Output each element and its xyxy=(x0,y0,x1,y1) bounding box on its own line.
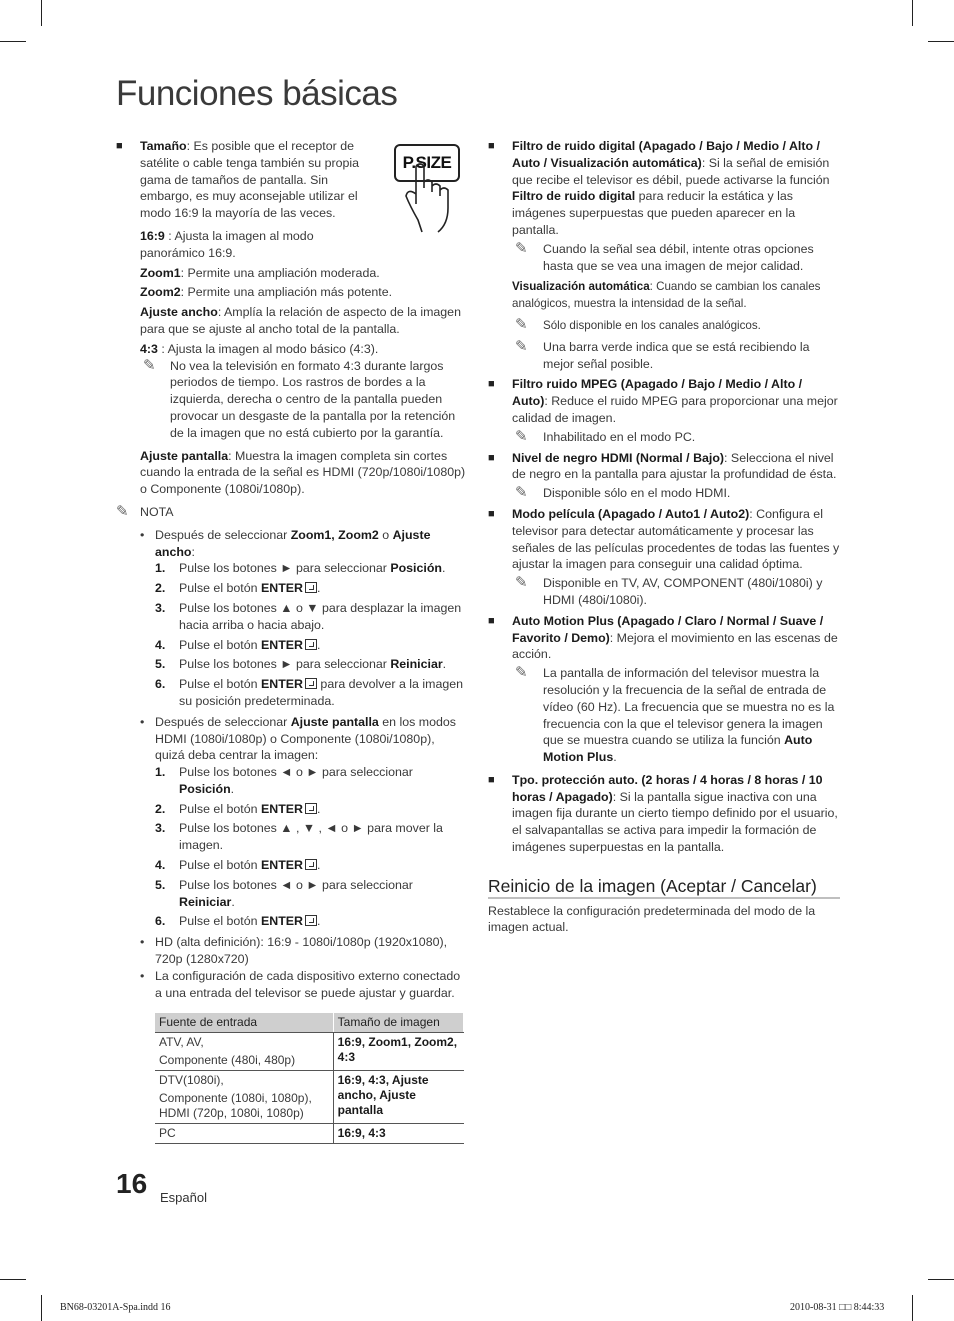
step-number: 3. xyxy=(155,821,166,836)
bullet-text: o xyxy=(378,527,393,542)
step-item xyxy=(116,637,466,654)
step-text: . xyxy=(316,637,321,652)
tamano-heading: Tamaño xyxy=(140,139,187,153)
item-text: : Reduce el ruido MPEG para proporcionar una mejor calidad de imagen. xyxy=(512,394,838,425)
step-bold: Posición xyxy=(390,561,442,576)
table-cell-size: 16:9, Zoom1, Zoom2, 4:3 xyxy=(333,1033,463,1071)
step-item xyxy=(116,656,466,673)
enter-icon xyxy=(305,678,317,689)
square-bullet-icon: ■ xyxy=(488,451,495,464)
note-text: La pantalla de información del televisor muestra la resolución y la frecuencia de la señal de entrada de vídeo (60 Hz). La frecuencia que se muestra no es la frecuencia con la que el televisor genera la imagen que se muestra cuando se utiliza la función xyxy=(543,666,835,748)
bullet-dot: • xyxy=(140,527,145,542)
steps-zoom xyxy=(116,560,466,709)
step-item xyxy=(116,857,466,874)
step-number: 5. xyxy=(155,657,166,672)
nota-heading xyxy=(116,504,466,521)
note-item xyxy=(488,485,840,502)
modo-pelicula-item xyxy=(488,506,840,573)
step-text: Pulse los botones ◄ o ► para seleccionar xyxy=(179,765,413,780)
tamano-text: : Es posible que el receptor de satélite o cable tenga también su propia gama de tamaños de pantalla. Sin embargo, es muy aconsejable utilizar el modo 16:9 la mayoría de las veces. xyxy=(140,139,360,221)
bullet-text: La configuración de cada dispositivo externo conectado a una entrada del televisor se puede ajustar y guardar. xyxy=(155,968,461,1000)
crop-mark xyxy=(41,1295,42,1321)
square-bullet-icon: ■ xyxy=(488,773,495,786)
pencil-note-icon: ✎ xyxy=(515,574,528,592)
step-number: 2. xyxy=(155,801,166,816)
table-header: Fuente de entrada xyxy=(155,1013,333,1033)
step-number: 1. xyxy=(155,765,166,780)
mode-169 xyxy=(116,228,330,262)
item-heading: Nivel de negro HDMI (Normal / Bajo) xyxy=(512,450,725,465)
table-header-row xyxy=(155,1013,464,1033)
source-line: DTV(1080i), xyxy=(159,1073,224,1088)
item-heading: Auto Motion Plus (Apagado / Claro / Normal / Suave / Favorito / Demo) xyxy=(512,613,824,645)
item-bold: Filtro de ruido digital xyxy=(512,189,636,204)
mode-text: : Ajusta la imagen al modo panorámico 16:9. xyxy=(140,228,314,260)
step-text: . xyxy=(441,561,446,576)
enter-icon xyxy=(305,915,317,926)
crop-mark xyxy=(912,1295,913,1321)
crop-mark xyxy=(928,41,954,42)
section-title: Reinicio de la imagen (Aceptar / Cancelar) xyxy=(488,878,840,899)
bullet-text: Después de seleccionar xyxy=(155,714,291,729)
bullet-dot: • xyxy=(140,968,145,983)
step-item xyxy=(116,676,466,710)
step-number: 4. xyxy=(155,858,166,873)
item-heading: Tpo. protección auto. (2 horas / 4 horas / 8 horas / 10 horas / Apagado) xyxy=(512,772,823,804)
item-text: para reducir la estática y las imágenes superpuestas que pueden aparecer en la pantalla. xyxy=(512,189,796,237)
square-bullet-icon: ■ xyxy=(488,140,495,152)
bullet-config xyxy=(116,968,466,1002)
step-bold: ENTER xyxy=(260,637,303,652)
item-text: : Selecciona el nivel de negro en la pantalla para ajustar la profundidad de ésta. xyxy=(512,450,837,482)
item-text: : Si la pantalla sigue inactiva con una imagen fija durante un cierto tiempo definido por el usuario, el salvapantallas se activa para impedir la formación de imágenes superpuestas en la pantalla. xyxy=(512,789,838,855)
step-text: Pulse el botón xyxy=(179,801,261,816)
step-item xyxy=(116,580,466,597)
crop-mark xyxy=(41,0,42,26)
psize-remote-illustration xyxy=(394,144,458,234)
step-bold: Reiniciar xyxy=(390,657,443,672)
step-item xyxy=(116,877,466,911)
sub-heading: Visualización automática xyxy=(512,280,650,294)
source-line: PC xyxy=(159,1126,176,1141)
note-item xyxy=(488,575,840,609)
note-text: Inhabilitado en el modo PC. xyxy=(543,429,696,444)
table-cell-source xyxy=(155,1124,333,1144)
square-bullet-icon: ■ xyxy=(116,140,123,152)
step-number: 4. xyxy=(155,637,166,652)
item-text: : Mejora el movimiento en las escenas de acción. xyxy=(512,630,838,662)
step-text: . xyxy=(230,781,235,796)
section-text: Restablece la configuración predeterminada del modo de la imagen actual. xyxy=(488,903,816,935)
mode-name: 4:3 xyxy=(140,341,158,356)
step-text: Pulse el botón xyxy=(179,581,261,596)
bullet-text: Después de seleccionar xyxy=(155,527,291,542)
crop-mark xyxy=(0,41,26,42)
mode-name: Ajuste pantalla xyxy=(140,448,229,463)
mode-name: 16:9 xyxy=(140,228,165,243)
square-bullet-icon: ■ xyxy=(488,378,495,391)
mode-name: Zoom2 xyxy=(140,285,181,300)
table-cell-size: 16:9, 4:3 xyxy=(333,1124,463,1144)
filtro-ruido-digital-item xyxy=(488,138,840,239)
table-cell-source xyxy=(155,1071,333,1124)
nivel-negro-item xyxy=(488,450,840,484)
item-heading: Modo película (Apagado / Auto1 / Auto2) xyxy=(512,506,750,521)
note-item xyxy=(488,429,840,446)
note-text: Sólo disponible en los canales analógicos. xyxy=(543,318,761,332)
step-number: 6. xyxy=(155,677,166,692)
step-text: Pulse los botones ◄ o ► para seleccionar xyxy=(179,877,413,892)
table-row xyxy=(155,1071,464,1124)
tamano-item xyxy=(116,138,360,222)
nota-label: NOTA xyxy=(140,504,174,519)
bullet-bold: Ajuste ancho xyxy=(155,527,431,559)
page-language: Español xyxy=(160,1190,207,1205)
step-text: . xyxy=(442,657,447,672)
step-number: 5. xyxy=(155,877,166,892)
left-column xyxy=(116,138,466,1144)
item-text: : Configura el televisor para detectar automáticamente y procesar las señales de las películas procedentes de todas las fuentes y ajustar la imagen para conseguir una calidad óptima. xyxy=(512,506,840,572)
mode-text: : Muestra la imagen completa sin cortes cuando la entrada de la señal es HDMI (720p/1080i/1080p) o Componente (1080i/1080p). xyxy=(140,448,466,497)
item-text: : Si la señal de emisión que recibe el televisor es débil, puede activarse la función xyxy=(512,155,830,187)
table-cell-source xyxy=(155,1033,333,1071)
note-text: Disponible en TV, AV, COMPONENT (480i/1080i) y HDMI (480i/1080i). xyxy=(543,576,823,607)
step-text: Pulse el botón xyxy=(179,677,261,692)
crop-mark xyxy=(928,1279,954,1280)
mode-text: : Ajusta la imagen al modo básico (4:3). xyxy=(157,341,379,356)
note-item xyxy=(488,665,840,766)
step-item xyxy=(116,600,466,634)
mode-ajuste-ancho xyxy=(116,304,466,338)
right-column xyxy=(488,138,840,936)
table-row xyxy=(155,1124,464,1144)
filtro-mpeg-item xyxy=(488,376,840,426)
auto-motion-plus-item xyxy=(488,613,840,663)
step-text: Pulse el botón xyxy=(179,858,261,873)
psize-button-icon: P.SIZE xyxy=(394,144,460,182)
step-bold: ENTER xyxy=(260,581,303,596)
pencil-note-icon: ✎ xyxy=(515,427,528,445)
step-item xyxy=(116,560,466,577)
bullet-zoom xyxy=(116,527,466,561)
bullet-ajuste-pantalla xyxy=(116,714,466,764)
crop-mark xyxy=(0,1279,26,1280)
pencil-note-icon: ✎ xyxy=(116,502,129,520)
footer-date: 2010-08-31 □□ 8:44:33 xyxy=(790,1302,885,1313)
source-line: Componente (1080i, 1080p), HDMI (720p, 1080i, 1080p) xyxy=(159,1091,312,1121)
enter-icon xyxy=(305,803,317,814)
step-text: . xyxy=(316,858,321,873)
pencil-note-icon: ✎ xyxy=(515,239,528,257)
step-number: 2. xyxy=(155,581,166,596)
step-text: Pulse el botón xyxy=(179,637,261,652)
mode-text: : Amplía la relación de aspecto de la imagen para que se ajuste al ancho total de la pantalla. xyxy=(140,305,461,336)
step-text: Pulse los botones ▲ , ▼ , ◄ o ► para mover la imagen. xyxy=(179,821,443,853)
step-item xyxy=(116,801,466,818)
step-text: para devolver a la imagen su posición predeterminada. xyxy=(179,677,464,708)
bullet-bold: Ajuste pantalla xyxy=(290,714,379,729)
note-item xyxy=(488,317,840,335)
step-bold: Posición xyxy=(179,781,231,796)
step-text: . xyxy=(231,894,235,909)
size-table xyxy=(155,1013,464,1144)
bullet-bold: Zoom1, Zoom2 xyxy=(290,527,379,542)
note-text: Una barra verde indica que se está recibiendo la mejor señal posible. xyxy=(543,339,810,371)
step-item xyxy=(116,764,466,798)
mode-text: : Permite una ampliación más potente. xyxy=(180,285,393,300)
bullet-text: HD (alta definición): 16:9 - 1080i/1080p (1920x1080), 720p (1280x720) xyxy=(155,935,448,967)
footer-file: BN68-03201A-Spa.indd 16 xyxy=(60,1302,171,1313)
step-bold: ENTER xyxy=(260,801,303,816)
pencil-note-icon: ✎ xyxy=(515,664,528,682)
source-line: Componente (480i, 480p) xyxy=(159,1053,296,1068)
step-text: Pulse los botones ▲ o ▼ para desplazar la imagen hacia arriba o hacia abajo. xyxy=(179,600,462,632)
enter-icon xyxy=(305,859,317,870)
step-text: . xyxy=(316,801,321,816)
step-text: Pulse el botón xyxy=(179,914,261,929)
note-text: Cuando la señal sea débil, intente otras opciones hasta que se vea una imagen de mejor calidad. xyxy=(543,241,814,273)
sub-text: : Cuando se cambian los canales analógicos, muestra la intensidad de la señal. xyxy=(512,280,821,311)
step-text: . xyxy=(316,581,321,596)
pencil-note-icon: ✎ xyxy=(515,484,528,502)
pencil-note-icon: ✎ xyxy=(143,356,156,374)
note-text: No vea la televisión en formato 4:3 durante largos periodos de tiempo. Los rastros de bordes a la izquierda, derecha o centro de la pantalla pueden provocar un desgaste de la pantalla por la retención de la imagen que no está cubierto por la garantía. xyxy=(170,358,456,440)
item-heading: Filtro ruido MPEG (Apagado / Bajo / Medio / Alto / Auto) xyxy=(512,377,803,409)
bullet-text: en los modos HDMI (1080i/1080p) o Componente (1080i/1080p), quizá deba centrar la imagen: xyxy=(155,714,456,763)
step-number: 1. xyxy=(155,561,166,576)
mode-zoom2 xyxy=(116,284,466,301)
table-row xyxy=(155,1033,464,1071)
note-bold: Auto Motion Plus xyxy=(543,733,813,765)
item-heading: Filtro de ruido digital (Apagado / Bajo / Medio / Alto / Auto / Visualización automática) xyxy=(512,139,820,170)
page-title: Funciones básicas xyxy=(116,74,398,113)
steps-ajuste-pantalla xyxy=(116,764,466,930)
crop-mark xyxy=(912,0,913,26)
step-number: 3. xyxy=(155,600,166,615)
proteccion-auto-item xyxy=(488,772,840,856)
visualizacion-auto xyxy=(488,279,840,313)
page-number: 16 xyxy=(116,1168,148,1199)
square-bullet-icon: ■ xyxy=(488,507,495,520)
step-bold: ENTER xyxy=(260,677,303,692)
bullet-dot: • xyxy=(140,935,145,950)
note-text: . xyxy=(613,750,617,765)
bullet-hd xyxy=(116,934,466,968)
step-text: Pulse los botones ► para seleccionar xyxy=(179,657,391,672)
enter-icon xyxy=(305,639,317,650)
mode-text: : Permite una ampliación moderada. xyxy=(180,265,380,280)
step-text: Pulse los botones ► para seleccionar xyxy=(179,561,391,576)
mode-name: Ajuste ancho xyxy=(140,305,218,320)
mode-43 xyxy=(116,341,466,358)
bullet-dot: • xyxy=(140,714,145,729)
table-header: Tamaño de imagen xyxy=(333,1013,463,1033)
step-number: 6. xyxy=(155,914,166,929)
pencil-note-icon: ✎ xyxy=(515,315,528,333)
table-cell-size: 16:9, 4:3, Ajuste ancho, Ajuste pantalla xyxy=(333,1071,463,1124)
step-item xyxy=(116,913,466,930)
enter-icon xyxy=(305,582,317,593)
note-item xyxy=(488,339,840,373)
square-bullet-icon: ■ xyxy=(488,614,495,627)
step-bold: Reiniciar xyxy=(179,894,232,909)
step-text: . xyxy=(316,914,321,929)
mode-name: Zoom1 xyxy=(140,265,181,280)
note-43 xyxy=(116,358,466,442)
pointing-hand-icon xyxy=(394,144,458,234)
mode-ajuste-pantalla xyxy=(116,448,466,498)
bullet-text: : xyxy=(191,544,195,559)
step-bold: ENTER xyxy=(260,914,303,929)
mode-zoom1 xyxy=(116,265,466,282)
note-item xyxy=(488,241,840,275)
pencil-note-icon: ✎ xyxy=(515,337,528,355)
step-item xyxy=(116,820,466,854)
source-line: ATV, AV, xyxy=(159,1035,204,1050)
step-bold: ENTER xyxy=(260,858,303,873)
note-text: Disponible sólo en el modo HDMI. xyxy=(543,486,731,501)
